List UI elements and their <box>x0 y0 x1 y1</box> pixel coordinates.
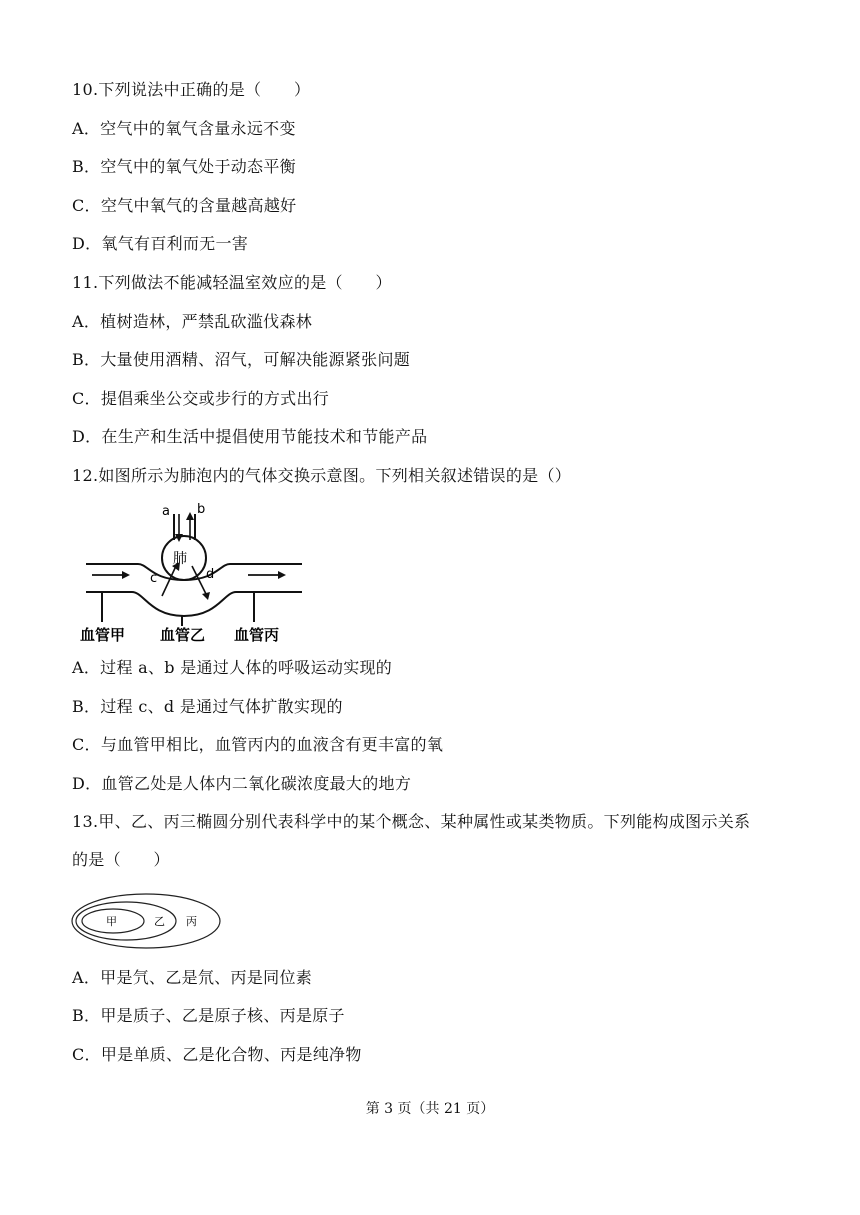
ellipse-outer <box>72 894 220 948</box>
label-vessel-bing: 血管丙 <box>234 626 280 644</box>
q12-option-a: A．过程 a、b 是通过人体的呼吸运动实现的 <box>72 658 393 677</box>
flow-arrow-right-head <box>278 571 286 579</box>
arrow-c-line <box>162 566 176 596</box>
alveolus-gas-exchange-diagram <box>78 500 308 648</box>
label-lung: 肺 <box>173 551 187 567</box>
label-vessel-yi: 血管乙 <box>160 626 206 644</box>
q13-option-a: A．甲是氕、乙是氘、丙是同位素 <box>72 968 313 987</box>
q10-option-b: B．空气中的氧气处于动态平衡 <box>72 157 296 176</box>
label-b: b <box>197 502 206 517</box>
q11-option-a: A．植树造林，严禁乱砍滥伐森林 <box>72 312 313 331</box>
q12-option-c: C．与血管甲相比，血管丙内的血液含有更丰富的氧 <box>72 735 444 754</box>
q11-stem: 11.下列做法不能减轻温室效应的是（ ） <box>72 273 392 292</box>
q13-option-c: C．甲是单质、乙是化合物、丙是纯净物 <box>72 1045 362 1064</box>
q12-option-d: D．血管乙处是人体内二氧化碳浓度最大的地方 <box>72 774 412 793</box>
q10-option-c: C．空气中氧气的含量越高越好 <box>72 196 297 215</box>
label-vessel-jia: 血管甲 <box>80 626 126 644</box>
q11-option-b: B．大量使用酒精、沼气，可解决能源紧张问题 <box>72 350 411 369</box>
q11-option-d: D．在生产和生活中提倡使用节能技术和节能产品 <box>72 427 428 446</box>
label-a: a <box>162 504 170 519</box>
q10-option-d: D．氧气有百利而无一害 <box>72 234 249 253</box>
arrow-d-head <box>202 592 210 600</box>
q12-option-b: B．过程 c、d 是通过气体扩散实现的 <box>72 697 343 716</box>
q13-option-b: B．甲是质子、乙是原子核、丙是原子 <box>72 1006 345 1025</box>
label-d: d <box>206 567 215 582</box>
label-yi: 乙 <box>154 915 165 928</box>
q11-option-c: C．提倡乘坐公交或步行的方式出行 <box>72 389 330 408</box>
label-bing: 丙 <box>186 915 197 928</box>
arrow-b-head <box>186 512 194 520</box>
vessel-bottom-wall <box>86 592 302 616</box>
label-c: c <box>150 571 158 586</box>
q10-stem: 10.下列说法中正确的是（ ） <box>72 80 311 99</box>
label-jia: 甲 <box>106 915 117 928</box>
q10-option-a: A．空气中的氧气含量永远不变 <box>72 119 296 138</box>
q12-stem: 12.如图所示为肺泡内的气体交换示意图。下列相关叙述错误的是（） <box>72 466 572 485</box>
flow-arrow-left-head <box>122 571 130 579</box>
q13-stem-line2: 的是（ ） <box>72 850 170 869</box>
q13-stem-line1: 13.甲、乙、丙三椭圆分别代表科学中的某个概念、某种属性或某类物质。下列能构成图示关系 <box>72 812 751 831</box>
page-footer: 第 3 页（共 21 页） <box>365 1101 495 1117</box>
nested-ellipses-diagram <box>68 890 224 952</box>
